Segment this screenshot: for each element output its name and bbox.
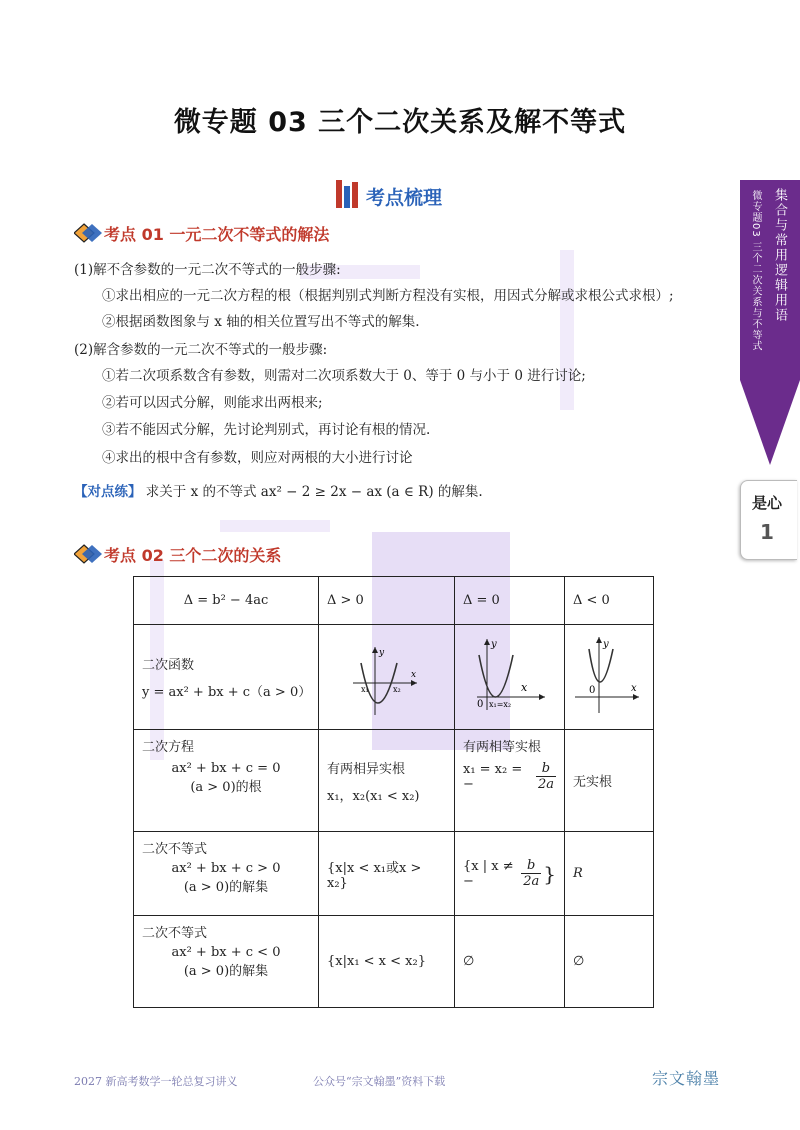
root-x2-label: x₂ <box>393 685 401 694</box>
page-tab <box>740 480 800 560</box>
row-equation-label <box>134 730 319 832</box>
page-number: 1 <box>760 520 774 544</box>
lt-negative-cell: ∅ <box>564 916 653 1008</box>
double-root-prefix: x₁ = x₂ = − <box>462 761 523 792</box>
gt-negative-cell: R <box>564 832 653 916</box>
inequality-lt-condition: (a > 0)的解集 <box>183 964 269 979</box>
header-positive: Δ > 0 <box>319 577 455 625</box>
graph-positive-cell <box>319 625 455 730</box>
two-equal-roots: 有两相等实根 <box>462 740 541 755</box>
practice-tag: 【对点练】 <box>74 484 142 500</box>
header-zero: Δ = 0 <box>454 577 564 625</box>
gt-zero-cell <box>454 832 564 916</box>
table-row <box>134 577 654 625</box>
page-title: 微专题 03 三个二次关系及解不等式 <box>173 107 627 138</box>
section-banner <box>334 178 464 214</box>
fraction-denominator: 2a <box>537 777 554 792</box>
origin-label: 0 <box>588 685 596 696</box>
parabola-one-root-graph <box>455 625 563 725</box>
axis-x-label: x <box>411 670 417 680</box>
double-root-formula <box>463 761 556 792</box>
equation-condition: (a > 0)的根 <box>190 780 262 795</box>
row-gt-label <box>134 832 319 916</box>
page-tab-logo: 是心 <box>752 494 783 512</box>
equation-formula: ax² + bx + c = 0 <box>171 761 281 776</box>
watermark-stroke <box>560 250 574 410</box>
equation-zero-cell <box>454 730 564 832</box>
header-discriminant: Δ = b² − 4ac <box>134 577 319 625</box>
equation-positive-cell <box>319 730 455 832</box>
kaodian-02-title: 考点 02 三个二次的关系 <box>104 546 282 565</box>
equation-negative-cell: 无实根 <box>564 730 653 832</box>
footer-seal: 宗文翰墨 <box>652 1069 721 1088</box>
fraction-numerator: b <box>527 858 536 873</box>
roots-order: x₁，x₂(x₁ < x₂) <box>327 788 420 804</box>
inequality-gt-condition: (a > 0)的解集 <box>183 880 269 895</box>
gt-positive-cell: {x|x < x₁或x > x₂} <box>319 832 455 916</box>
table-row <box>134 832 654 916</box>
fraction <box>536 761 556 792</box>
step-1a: ①求出相应的一元二次方程的根（根据判别式判断方程没有实根，用因式分解或求根公式求根）; <box>102 288 674 304</box>
gt-zero-set <box>463 858 556 889</box>
fraction-numerator: b <box>541 761 551 776</box>
row-lt-label <box>134 916 319 1008</box>
graph-zero-cell <box>454 625 564 730</box>
practice-text: 求关于 x 的不等式 ax² − 2 ≥ 2x − ax (a ∈ R) 的解集. <box>145 484 483 500</box>
double-root-label: x₁=x₂ <box>488 700 512 709</box>
diamond-icon <box>74 543 102 565</box>
function-formula: y = ax² + bx + c（a > 0） <box>142 685 312 700</box>
parabola-two-roots-graph <box>319 625 453 725</box>
header-negative: Δ < 0 <box>564 577 653 625</box>
inequality-lt-label: 二次不等式 <box>142 926 208 941</box>
fraction <box>521 858 541 889</box>
root-x1-label: x₁ <box>361 685 369 694</box>
axis-x-label: x <box>520 681 528 694</box>
table-row <box>134 625 654 730</box>
inequality-lt-formula: ax² + bx + c < 0 <box>171 945 281 960</box>
footer-book-title: 2027 新高考数学一轮总复习讲义 <box>74 1075 238 1088</box>
parabola-no-root-graph <box>565 625 653 725</box>
table-row <box>134 730 654 832</box>
equation-label: 二次方程 <box>142 740 195 755</box>
two-distinct-roots: 有两相异实根 <box>327 761 406 777</box>
ribbon-topic: 微专题03 三个二次关系与不等式 <box>750 190 761 352</box>
inequality-gt-label: 二次不等式 <box>142 842 208 857</box>
step-2c: ③若不能因式分解，先讨论判别式，再讨论有根的情况. <box>102 422 431 438</box>
inequality-gt-formula: ax² + bx + c > 0 <box>171 861 281 876</box>
graph-negative-cell <box>564 625 653 730</box>
step-2a: ①若二次项系数含有参数，则需对二次项系数大于 0、等于 0 与小于 0 进行讨论; <box>102 368 586 384</box>
origin-label: 0 <box>476 699 484 710</box>
step-2d: ④求出的根中含有参数，则应对两根的大小进行讨论 <box>102 450 413 466</box>
axis-y-label: y <box>379 648 385 658</box>
step-intro-1: (1)解不含参数的一元二次不等式的一般步骤: <box>74 262 341 278</box>
footer-download-note: 公众号“宗文翰墨”资料下载 <box>313 1075 446 1088</box>
step-intro-2: (2)解含参数的一元二次不等式的一般步骤: <box>74 342 328 358</box>
books-icon <box>334 178 364 210</box>
section-banner-label: 考点梳理 <box>366 187 443 209</box>
lt-positive-cell: {x|x₁ < x < x₂} <box>319 916 455 1008</box>
lt-zero-cell: ∅ <box>454 916 564 1008</box>
row-function-label <box>134 625 319 730</box>
table-row <box>134 916 654 1008</box>
watermark-stroke <box>220 520 330 532</box>
practice-line <box>74 480 483 500</box>
set-prefix: {x | x ≠ − <box>462 858 514 889</box>
diamond-icon <box>74 222 102 244</box>
step-1b: ②根据函数图象与 x 轴的相关位置写出不等式的解集. <box>102 314 420 330</box>
kaodian-01-title: 考点 01 一元二次不等式的解法 <box>104 225 330 244</box>
axis-y-label: y <box>490 639 497 650</box>
function-label: 二次函数 <box>142 658 195 673</box>
set-close: } <box>543 861 556 886</box>
step-2b: ②若可以因式分解，则能求出两根来; <box>102 395 323 411</box>
fraction-denominator: 2a <box>523 874 540 889</box>
ribbon-chapter: 集合与常用逻辑用语 <box>772 188 787 323</box>
three-quadratics-table <box>133 576 654 1008</box>
axis-y-label: y <box>602 639 609 650</box>
axis-x-label: x <box>630 683 637 694</box>
chapter-ribbon <box>740 180 800 470</box>
